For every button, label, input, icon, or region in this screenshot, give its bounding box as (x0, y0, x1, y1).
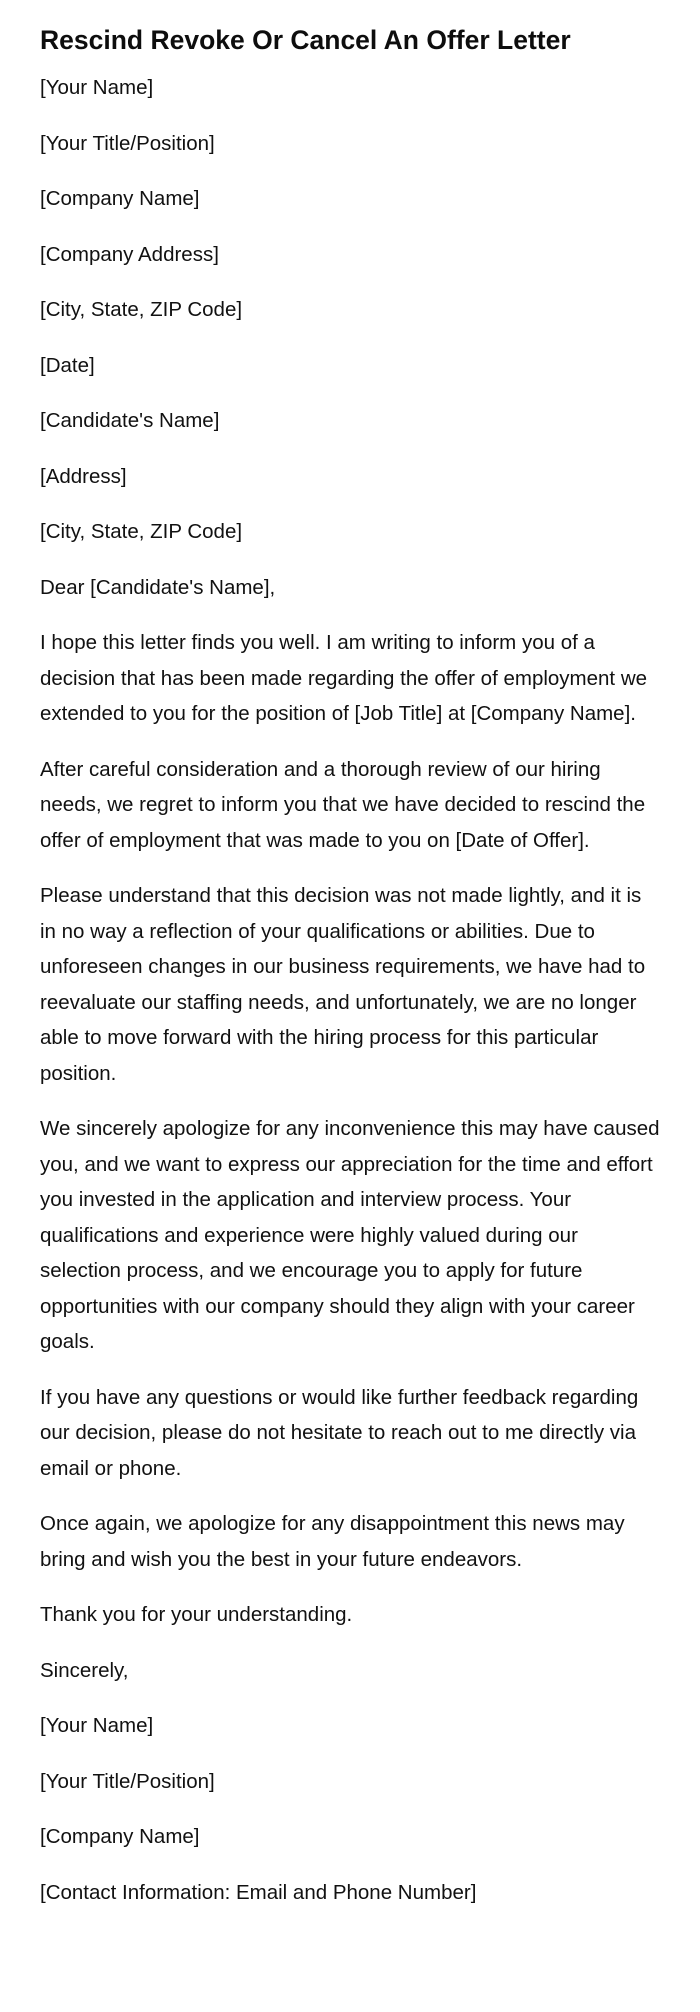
salutation: Dear [Candidate's Name], (40, 575, 276, 599)
sender-name: [Your Name] (40, 76, 154, 99)
sender-city-state-zip: [City, State, ZIP Code] (40, 298, 243, 321)
letter-date: [Date] (40, 353, 95, 377)
page-title: Rescind Revoke Or Cancel An Offer Letter (40, 25, 571, 55)
body-paragraph: If you have any questions or would like further feedback regarding our decision, please do not hesitate to reach out to me directly via email or phone. (40, 1385, 639, 1480)
signature-contact: [Contact Information: Email and Phone Number] (40, 1880, 477, 1904)
closing: Sincerely, (40, 1658, 129, 1682)
sender-title: [Your Title/Position] (40, 131, 215, 155)
recipient-name: [Candidate's Name] (40, 409, 220, 432)
body-paragraph: We sincerely apologize for any inconvenience this may have caused you, and we want to express our appreciation for the time and effort you invested in the application and interview process. Your qualifications and experience were highly valued during our selection process, and we encourage you to apply for future opportunities with our company should they align with your career goals. (40, 1117, 660, 1353)
signature-name: [Your Name] (40, 1714, 154, 1737)
body-paragraph: Please understand that this decision was not made lightly, and it is in no way a reflection of your qualifications or abilities. Due to unforeseen changes in our business requirements, we have had to reevaluate our staffing needs, and unfortunately, we are no longer able to move forward with the hiring process for this particular position. (40, 884, 646, 1085)
signature-company: [Company Name] (40, 1825, 200, 1848)
body-paragraph: Thank you for your understanding. (40, 1603, 353, 1626)
sender-address: [Company Address] (40, 242, 219, 266)
sender-company: [Company Name] (40, 187, 200, 210)
body-paragraph: I hope this letter finds you well. I am writing to inform you of a decision that has been made regarding the offer of employment we extended to you for the position of [Job Title] at [Company Name]. (40, 631, 648, 725)
body-paragraph: After careful consideration and a thorough review of our hiring needs, we regret to inform you that we have decided to rescind the offer of employment that was made to you on [Date of Offer]. (40, 757, 646, 852)
recipient-address: [Address] (40, 464, 127, 488)
recipient-city-state-zip: [City, State, ZIP Code] (40, 520, 243, 543)
signature-title: [Your Title/Position] (40, 1769, 215, 1793)
body-paragraph: Once again, we apologize for any disappointment this news may bring and wish you the best in your future endeavors. (40, 1512, 625, 1571)
